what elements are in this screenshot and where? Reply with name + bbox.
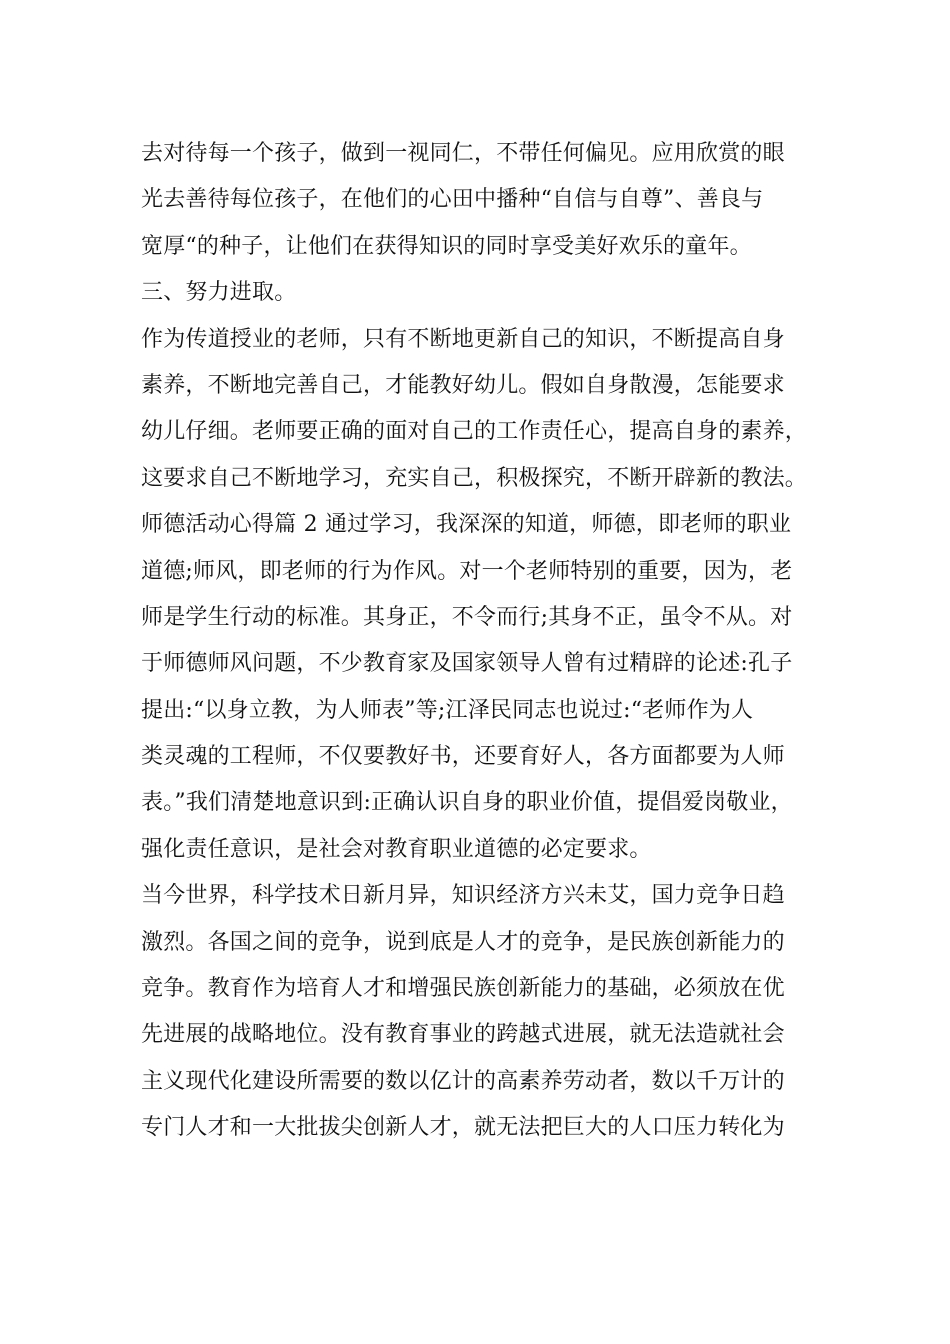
text-line: 这要求自己不断地学习，充实自己，积极探究，不断开辟新的教法。 [141, 465, 808, 491]
text-line: 师是学生行动的标准。其身正，不令而行;其身不正，虽令不从。对 [141, 604, 793, 630]
text-line: 道德;师风，即老师的行为作风。对一个老师特别的重要，因为，老 [141, 558, 793, 584]
text-line: 当今世界，科学技术日新月异，知识经济方兴未艾，国力竞争日趋 [141, 883, 785, 909]
text-line: 表。”我们清楚地意识到:正确认识自身的职业价值，提倡爱岗敬业， [141, 790, 793, 816]
text-line: 提出:“以身立教，为人师表”等;江泽民同志也说过:“老师作为人 [141, 697, 754, 723]
body-text [141, 131, 821, 1152]
text-line: 素养，不断地完善自己，才能教好幼儿。假如自身散漫，怎能要求 [141, 372, 785, 398]
section-heading: 三、努力进取。 [141, 280, 297, 306]
text-line: 先进展的战略地位。没有教育事业的跨越式进展，就无法造就社会 [141, 1022, 785, 1048]
text-line: 专门人才和一大批拔尖创新人才，就无法把巨大的人口压力转化为 [141, 1115, 785, 1141]
text-line: 于师德师风问题，不少教育家及国家领导人曾有过精辟的论述:孔子 [141, 651, 793, 677]
text-line: 师德活动心得篇 2 通过学习，我深深的知道，师德，即老师的职业 [141, 512, 792, 538]
text-line: 作为传道授业的老师，只有不断地更新自己的知识，不断提高自身 [141, 326, 785, 352]
text-line: 类灵魂的工程师，不仅要教好书，还要育好人，各方面都要为人师 [141, 744, 785, 770]
text-line: 主义现代化建设所需要的数以亿计的高素养劳动者，数以千万计的 [141, 1068, 785, 1094]
text-line: 激烈。各国之间的竞争，说到底是人才的竞争，是民族创新能力的 [141, 929, 785, 955]
text-line: 光去善待每位孩子，在他们的心田中播种“自信与自尊”、善良与 [141, 187, 764, 213]
text-line: 强化责任意识，是社会对教育职业道德的必定要求。 [141, 836, 652, 862]
text-line: 幼儿仔细。老师要正确的面对自己的工作责任心，提高自身的素养， [141, 419, 808, 445]
text-line: 竞争。教育作为培育人才和增强民族创新能力的基础，必须放在优 [141, 976, 785, 1002]
text-line: 去对待每一个孩子，做到一视同仁，不带任何偏见。应用欣赏的眼 [141, 141, 785, 166]
text-line: 宽厚“的种子，让他们在获得知识的同时享受美好欢乐的童年。 [141, 233, 752, 259]
